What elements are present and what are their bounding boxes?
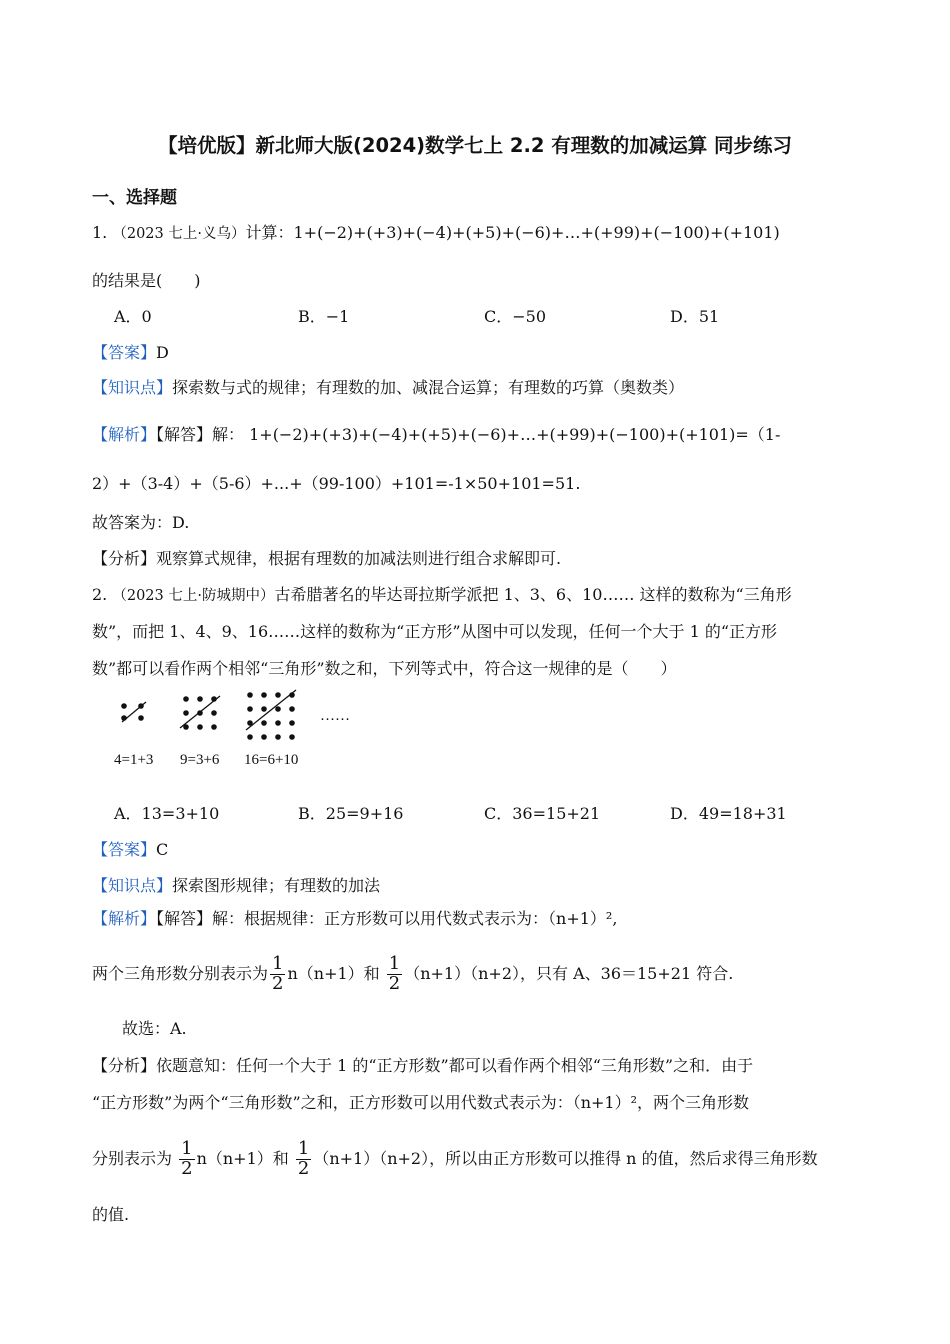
q1-option-a: A．0 — [114, 307, 152, 326]
q2-knowledge-text: 探索图形规律；有理数的加法 — [172, 876, 381, 895]
q1-stem-line2: 的结果是( ) — [92, 271, 201, 290]
q1-answer-value: D — [156, 343, 169, 362]
q2-stem-line2: 数”，而把 1、4、9、16……这样的数称为“正方形”从图中可以发现，任何一个大于 1 的“正方形 — [92, 622, 778, 641]
q1-knowledge-text: 探索数与式的规律；有理数的加、减混合运算；有理数的巧算（奥数类） — [172, 378, 685, 397]
q2-source: （2023 七上·防城期中） — [112, 588, 275, 604]
q2-option-b: B．25=9+16 — [298, 804, 404, 823]
section-heading: 一、选择题 — [92, 188, 177, 208]
q2-option-a: A．13=3+10 — [114, 804, 220, 823]
q2-stem-line3: 数”都可以看作两个相邻“三角形”数之和，下列等式中，符合这一规律的是（ ） — [92, 659, 677, 678]
q1-option-d: D．51 — [670, 307, 720, 326]
q1-explanation-tag: 【解析】 — [92, 425, 157, 444]
square-4x4 — [246, 690, 296, 740]
figure-caption-3: 16=6+10 — [244, 752, 299, 768]
q2-analysis-line2: “正方形数”为两个“三角形数”之和，正方形数可以用代数式表示为：（n+1）²，两个三角形数 — [92, 1093, 750, 1112]
q1-explanation-text: 【解答】解： 1+(−2)+(+3)+(−4)+(+5)+(−6)+…+(+99)+(−100)+(+101)=（1- — [156, 425, 781, 444]
q2-explanation-text: 【解答】解：根据规律：正方形数可以用代数式表示为：（n+1）², — [156, 909, 618, 928]
q2-explanation-line2 — [92, 955, 733, 994]
q2-explanation-text-2a: 两个三角形数分别表示为 — [92, 963, 269, 983]
q2-answer-value: C — [156, 840, 169, 859]
q1-option-c: C．−50 — [484, 307, 547, 326]
q2-explanation-tag: 【解析】 — [92, 909, 157, 928]
fraction-denominator: 2 — [297, 1157, 310, 1179]
square-3x3 — [180, 696, 220, 730]
figure-ellipsis: …… — [320, 708, 350, 724]
fraction-denominator: 2 — [272, 972, 284, 994]
q1-answer-tag: 【答案】 — [92, 343, 157, 362]
fraction-numerator: 1 — [297, 1138, 310, 1159]
fraction-half — [296, 1140, 311, 1179]
q2-analysis-line4: 的值. — [92, 1205, 130, 1224]
q2-analysis-text-3a: 分别表示为 — [92, 1148, 173, 1168]
q2-stem-text: 古希腊著名的毕达哥拉斯学派把 1、3、6、10…… 这样的数称为“三角形 — [274, 585, 792, 604]
q1-stem-text: 计算：1+(−2)+(+3)+(−4)+(+5)+(−6)+…+(+99)+(−100)+(+101) — [245, 223, 780, 242]
fraction-numerator: 1 — [388, 953, 401, 974]
q2-analysis-line3 — [92, 1140, 818, 1179]
q1-knowledge — [92, 375, 684, 398]
q2-analysis-text-3c: （n+1）（n+2），所以由正方形数可以推得 n 的值，然后求得三角形数 — [313, 1148, 818, 1168]
q1-number: 1. — [92, 223, 108, 242]
fraction-numerator: 1 — [272, 953, 284, 974]
q2-knowledge-tag: 【知识点】 — [92, 876, 173, 895]
q1-stem-line1 — [92, 220, 780, 243]
fraction-half — [179, 1140, 194, 1179]
q2-explanation-text-2c: （n+1）（n+2），只有 A、36＝15+21 符合. — [404, 963, 734, 983]
q2-stem-line1 — [92, 582, 792, 605]
q1-analysis: 【分析】观察算式规律，根据有理数的加减法则进行组合求解即可. — [92, 549, 562, 568]
q1-answer — [92, 340, 169, 363]
dot-pattern-figure — [108, 684, 368, 774]
square-2x2 — [121, 702, 146, 722]
q2-number: 2. — [92, 585, 108, 604]
fraction-half — [387, 955, 402, 994]
q1-knowledge-tag: 【知识点】 — [92, 378, 173, 397]
q1-explanation-line3: 故答案为：D. — [92, 513, 190, 532]
figure-caption-1: 4=1+3 — [114, 752, 154, 768]
q1-source: （2023 七上·义乌） — [112, 226, 246, 242]
q2-option-c: C．36=15+21 — [484, 804, 601, 823]
fraction-denominator: 2 — [388, 972, 401, 994]
q2-option-d: D．49=18+31 — [670, 804, 787, 823]
q2-answer — [92, 837, 168, 860]
q2-explanation-text-2b: n（n+1）和 — [287, 963, 380, 983]
q2-knowledge — [92, 873, 380, 896]
q2-answer-tag: 【答案】 — [92, 840, 157, 859]
q1-explanation-line1 — [92, 422, 780, 445]
fraction-half — [270, 955, 285, 994]
fraction-numerator: 1 — [181, 1138, 193, 1159]
figure-caption-2: 9=3+6 — [180, 752, 220, 768]
q1-option-b: B．−1 — [298, 307, 350, 326]
q2-explanation-line3: 故选：A. — [122, 1019, 187, 1038]
q2-analysis-line1: 【分析】依题意知：任何一个大于 1 的“正方形数”都可以看作两个相邻“三角形数”之和．由于 — [92, 1056, 754, 1075]
page-title: 【培优版】新北师大版(2024)数学七上 2.2 有理数的加减运算 同步练习 — [157, 134, 792, 157]
q2-analysis-text-3b: n（n+1）和 — [196, 1148, 289, 1168]
fraction-denominator: 2 — [181, 1157, 193, 1179]
q2-explanation-line1 — [92, 906, 617, 929]
q1-explanation-line2: 2）+（3-4）+（5-6）+...+（99-100）+101=-1×50+101=51. — [92, 474, 581, 493]
